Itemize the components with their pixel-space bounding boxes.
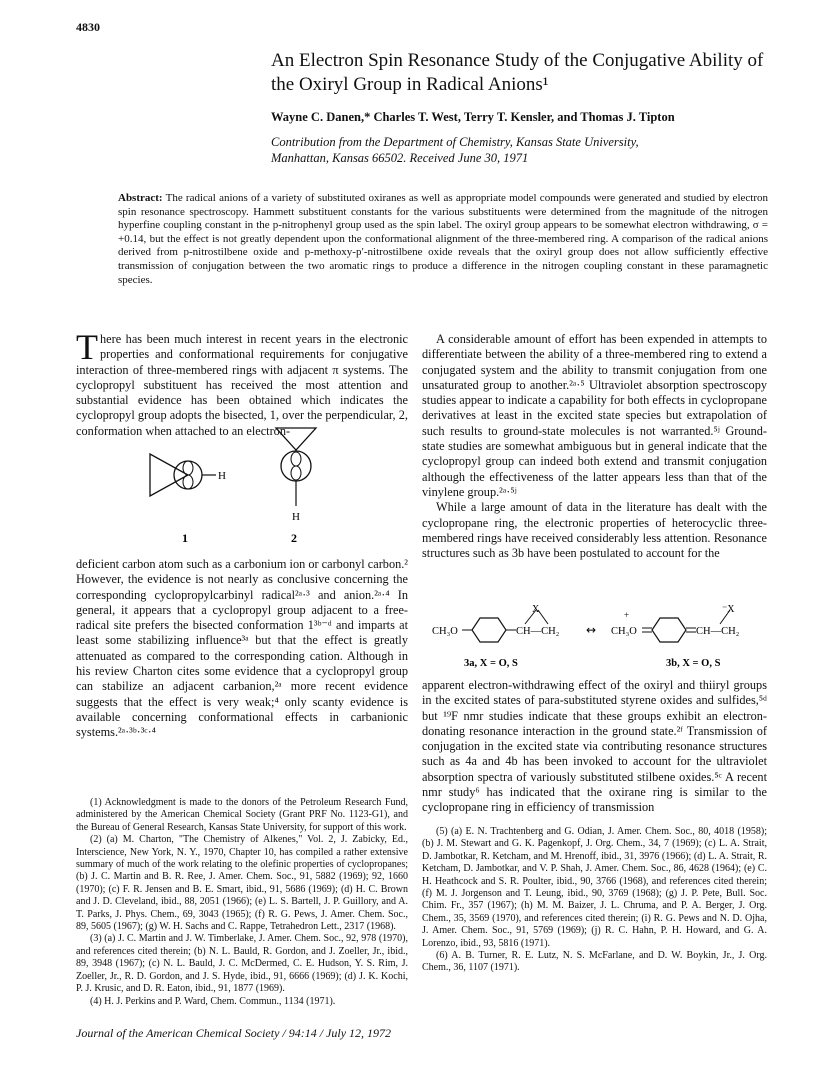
struct3b-label: 3b, X = O, S xyxy=(666,658,721,669)
affiliation xyxy=(271,134,751,166)
footnote-3: (3) (a) J. C. Martin and J. W. Timberlake, J. Amer. Chem. Soc., 92, 978 (1970), and references cited therein; (b) N. L. Bauld, R. Gordon, and J. Zoeller, Jr., ibid., 89, 3948 (1967); (c) N. L. Bauld, J. C. McDermed, C. E. Hudson, Y. S. Rim, J. Zoeller, Jr., R. D. Gordon, and J. S. Hyde, ibid., 91, 6666 (1969); (d) J. K. Kochi, P. J. Krusic, and D. R. Eaton, ibid., 91, 1877 (1969). xyxy=(76,933,408,995)
structures-1-2-figure xyxy=(140,424,360,554)
3a-ch3o: CH₃O xyxy=(432,626,458,637)
right-paragraph-3: apparent electron-withdrawing effect of the oxiryl and thiiryl groups in the excited states of para-substituted styrene oxides and sulfides,⁵ᵈ but ¹⁹F nmr studies indicate that these groups exhibit an electron-donating resonance interaction in the ground state.²ᶠ Transmission of conjugation in the excited state via contributing resonance structures such as 4a and 4b has been invoked to account for the ultraviolet absorption spectra of variously substituted stilbene oxides.⁵ᶜ A recent nmr study⁶ has indicated that the oxirane ring is similar to the cyclopropane ring in efficiency of transmission xyxy=(422,678,767,815)
right-paragraph-2: While a large amount of data in the literature has dealt with the cyclopropane ring, the electronic properties of heterocyclic three-membered rings have received considerably less attention. Resonance structures such as 3b have been postulated to account for the xyxy=(422,500,767,561)
right-column-bottom xyxy=(422,678,767,816)
benzene-ring-3b xyxy=(652,618,686,642)
footnote-2: (2) (a) M. Charton, "The Chemistry of Alkenes," Vol. 2, J. Zabicky, Ed., Interscience, New York, N. Y., 1970, Chapter 10, has compiled a rather extensive summary of much of the work relating to the olefinic properties of cyclopropanes; (b) J. C. Martin and B. R. Ree, J. Amer. Chem. Soc., 91, 5882 (1969); 92, 1660 (1970); (c) F. R. Jensen and B. E. Smart, ibid., 91, 5686 (1969); (d) H. C. Brown and J. D. Cleveland, ibid., 88, 2051 (1966); (e) L. S. Bartell, J. P. Guillory, and A. T. Parks, J. Phys. Chem., 69, 3043 (1965); (f) R. G. Pews, J. Amer. Chem. Soc., 89, 5605 (1967); (g) W. H. Sachs and C. Rappe, Tetrahedron Lett., 2317 (1968). xyxy=(76,834,408,933)
journal-footer: Journal of the American Chemical Society / 94:14 / July 12, 1972 xyxy=(76,1026,392,1040)
authors: Wayne C. Danen,* Charles T. West, Terry T. Kensler, and Thomas J. Tipton xyxy=(271,110,675,124)
struct1-h: H xyxy=(218,470,226,482)
abstract-text: The radical anions of a variety of substituted oxiranes as well as appropriate model compounds were generated and studied by electron spin resonance spectroscopy. Hammett substituent constants for the various substituents were determined from the magnitude of the nitrogen hyperfine coupling constant in the p-nitrophenyl group used as the spin label. The oxiryl group appears to be somewhat electron withdrawing, σ = +0.14, but the effect is not greatly dependent upon the conformational alignment of the three-membered ring. A comparison of the radical anions derived from p-nitrostilbene oxide and p-methoxy-p′-nitrostilbene oxide reveals that the oxiryl group does not allow sufficiently effective transmission of conjugation between the two aromatic rings to produce a difference in the nitrogen coupling constant in these paramagnetic species. xyxy=(118,192,768,286)
right-paragraph-1: A considerable amount of effort has been expended in attempts to differentiate between the ability of a three-membered ring to extend a conjugated system and the ability to transmit conjugation from one unsaturated group to another.²ᵃ·⁵ Ultraviolet absorption spectroscopy studies appear to indicate a capability for both effects in cyclopropane derivatives at least in the excited state species but extrapolation of such results to ground-state molecules is not warranted.⁵ʲ Ground-state studies are somewhat ambiguous but in general indicate that the cyclopropyl group can indeed both extend and transmit conjugation although the effectiveness of the latter appears less than that of the vinylene group.²ᵃ·⁵ʲ xyxy=(422,332,767,499)
affiliation-line-1: Contribution from the Department of Chemistry, Kansas State University, xyxy=(271,135,639,149)
abstract xyxy=(118,192,768,287)
footnotes-left xyxy=(76,797,408,1008)
3a-ch-ch2: CH—CH₂ xyxy=(516,626,560,637)
right-column-top xyxy=(422,332,767,561)
3b-x: ⁻X xyxy=(722,604,735,615)
abstract-label: Abstract: xyxy=(118,192,163,204)
footnotes-right xyxy=(422,826,767,975)
resonance-arrow: ↔ xyxy=(586,623,597,637)
structures-3a-3b-figure xyxy=(428,604,773,674)
struct3a-label: 3a, X = O, S xyxy=(464,658,518,669)
footnote-1: (1) Acknowledgment is made to the donors of the Petroleum Research Fund, administered by the American Chemical Society (Grant PRF No. 1123-G1), and the Bureau of General Research, Kansas State University, for support of this work. xyxy=(76,797,408,833)
left-paragraph-2: deficient carbon atom such as a carbonium ion or carbonyl carbon.² However, the evidence is not nearly as conclusive concerning the corresponding cyclopropylcarbinyl radical²ᵃ·³ and anion.²ᵃ·⁴ In general, it appears that a cyclopropyl group adjacent to a free-radical site prefers the bisected conformation 1³ᵇ⁻ᵈ and imparts at least some stabilizing influence³ᵃ but that the effect is greatly attenuated as compared to the corresponding cation. Although in his review Charton cites some evidence that a cyclopropyl group can stabilize an adjacent carbanion,²ᵃ more recent evidence suggests that the effect is very weak;⁴ only scanty evidence is available concerning conformational effects in carbanionic systems.²ᵃ·³ᵇ·³ᶜ·⁴ xyxy=(76,557,408,740)
intro-paragraph: here has been much interest in recent years in the electronic properties and conformational requirements for conjugative interaction of three-membered rings with adjacent π systems. The cyclopropyl substituent has received the most attention and substantial evidence has been obtained which indicates the cyclopropyl group adopts the bisected, 1, over the perpendicular, 2, conformation when attached to an electron- xyxy=(76,332,408,438)
3b-ch-ch2: CH—CH₂ xyxy=(696,626,740,637)
cyclopropyl-ring-2 xyxy=(276,428,316,450)
footnote-5: (5) (a) E. N. Trachtenberg and G. Odian, J. Amer. Chem. Soc., 80, 4018 (1958); (b) J. M. Stewart and G. K. Pagenkopf, J. Org. Chem., 34, 7 (1969); (c) L. A. Strait, D. Jambotkar, R. Ketcham, and M. Hrenoff, ibid., 31, 3976 (1966); (d) L. A. Strait, R. Ketcham, D. Jambotkar, and V. P. Shah, J. Amer. Chem. Soc., 86, 4628 (1964); (e) C. H. Heathcock and S. R. Poulter, ibid., 90, 3766 (1968), and references cited therein; (f) M. J. Jorgenson and T. Leung, ibid., 90, 3769 (1968); (g) J. P. Pete, Bull. Soc. Chim. Fr., 357 (1967); (h) M. M. Baizer, J. L. Chruma, and P. A. Berger, J. Org. Chem., 35, 3569 (1970), and references cited therein; (i) R. G. Pews and N. D. Ojha, J. Amer. Chem. Soc., 91, 5769 (1969); (j) R. C. Hahn, P. H. Howard, and G. A. Lorenzo, ibid., 93, 5816 (1971). xyxy=(422,826,767,949)
cyclopropyl-ring-1 xyxy=(150,454,188,496)
left-column-continued xyxy=(76,557,408,741)
footnote-6: (6) A. B. Turner, R. E. Lutz, N. S. McFarlane, and D. W. Boykin, Jr., J. Org. Chem., 36, 1107 (1971). xyxy=(422,950,767,974)
struct2-label: 2 xyxy=(291,531,297,545)
affiliation-line-2: Manhattan, Kansas 66502. Received June 30, 1971 xyxy=(271,151,529,165)
svg-text:+: + xyxy=(624,610,630,620)
benzene-ring-3a xyxy=(472,618,506,642)
struct2-h: H xyxy=(292,511,300,523)
page-number: 4830 xyxy=(76,20,100,34)
struct1-label: 1 xyxy=(182,531,188,545)
footnote-4: (4) H. J. Perkins and P. Ward, Chem. Commun., 1134 (1971). xyxy=(90,995,336,1007)
3b-ch3o: CH₃O xyxy=(611,626,637,637)
3a-x: X xyxy=(532,604,540,615)
drop-cap: T xyxy=(76,327,98,367)
article-title: An Electron Spin Resonance Study of the Conjugative Ability of the Oxiryl Group in Radical Anions¹ xyxy=(271,50,764,95)
